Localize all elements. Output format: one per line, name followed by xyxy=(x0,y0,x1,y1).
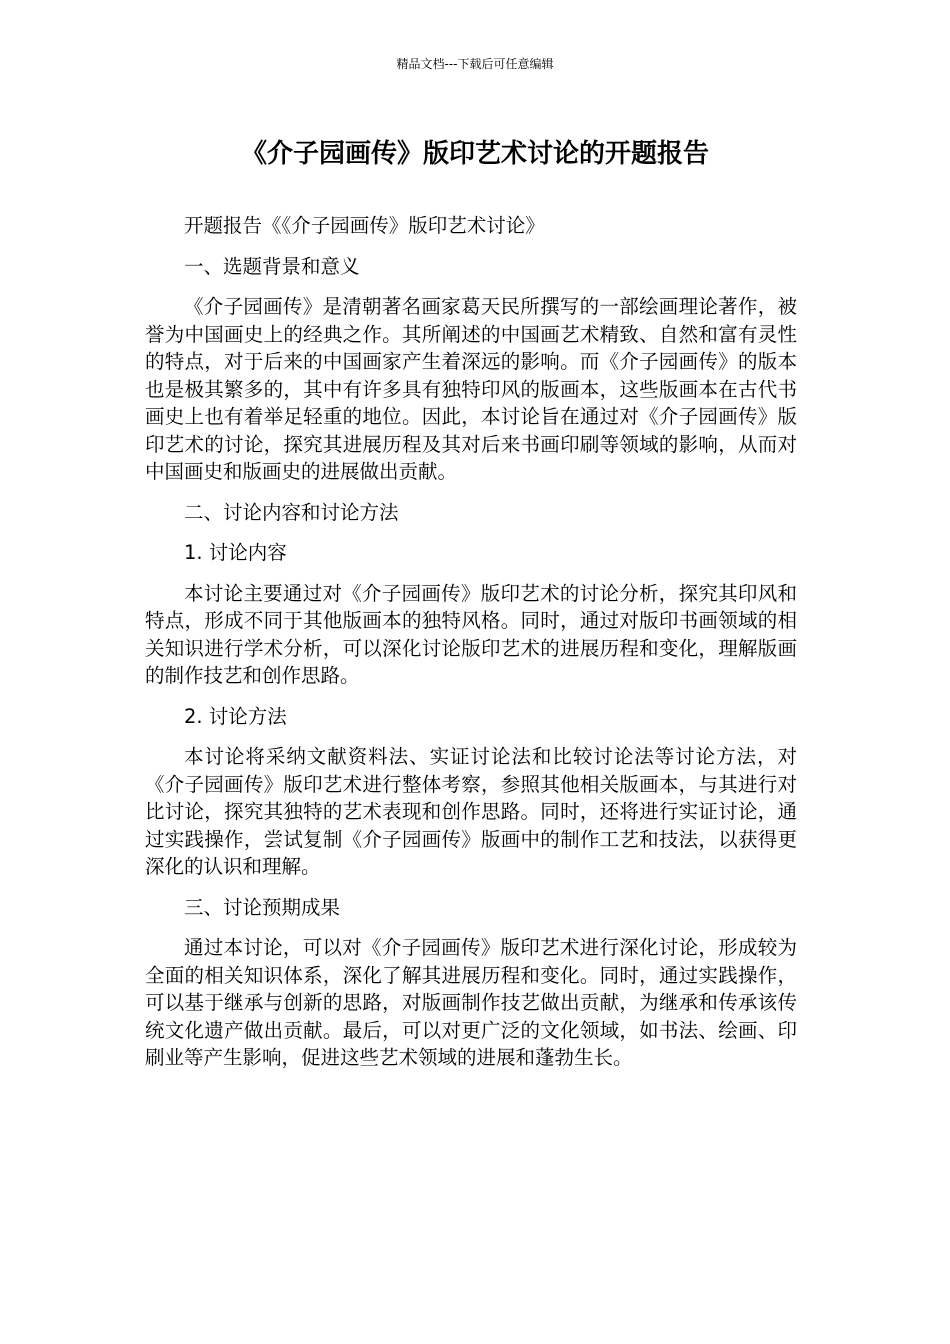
document-title: 《介子园画传》版印艺术讨论的开题报告 xyxy=(240,139,709,169)
section-heading-content-method: 二、讨论内容和讨论方法 xyxy=(184,500,399,524)
section-heading-outcomes: 三、讨论预期成果 xyxy=(184,895,341,919)
subsection-heading-content: 1. 讨论内容 xyxy=(184,541,287,564)
paragraph-content: 本讨论主要通过对《介子园画传》版印艺术的讨论分析，探究其印风和特点，形成不同于其他版画本的独特风格。同时，通过对版印书画领域的相关知识进行学术分析，可以深化讨论版印艺术的进展历程和变化，理解版画的制作技艺和创作思路。 xyxy=(145,581,797,687)
document-body xyxy=(145,212,797,1072)
page-header: 精品文档---下载后可任意编辑 xyxy=(396,57,554,71)
paragraph-outcomes: 通过本讨论，可以对《介子园画传》版印艺术进行深化讨论，形成较为全面的相关知识体系，深化了解其进展历程和变化。同时，通过实践操作，可以基于继承与创新的思路，对版画制作技艺做出贡献，为继承和传承该传统文化遗产做出贡献。最后，可以对更广泛的文化领域，如书法、绘画、印刷业等产生影响，促进这些艺术领域的进展和蓬勃生长。 xyxy=(145,936,797,1069)
paragraph-background: 《介子园画传》是清朝著名画家葛天民所撰写的一部绘画理论著作，被誉为中国画史上的经典之作。其所阐述的中国画艺术精致、自然和富有灵性的特点，对于后来的中国画家产生着深远的影响。而《介子园画传》的版本也是极其繁多的，其中有许多具有独特印风的版画本，这些版画本在古代书画史上也有着举足轻重的地位。因此，本讨论旨在通过对《介子园画传》版印艺术的讨论，探究其进展历程及其对后来书画印刷等领域的影响，从而对中国画史和版画史的进展做出贡献。 xyxy=(145,295,797,483)
paragraph-method: 本讨论将采纳文献资料法、实证讨论法和比较讨论法等讨论方法，对《介子园画传》版印艺术进行整体考察，参照其他相关版画本，与其进行对比讨论，探究其独特的艺术表现和创作思路。同时，还将进行实证讨论，通过实践操作，尝试复制《介子园画传》版画中的制作工艺和技法，以获得更深化的认识和理解。 xyxy=(145,745,797,878)
section-heading-background: 一、选题背景和意义 xyxy=(184,254,360,278)
subsection-heading-method: 2. 讨论方法 xyxy=(184,704,287,728)
report-subtitle: 开题报告《《介子园画传》版印艺术讨论》 xyxy=(184,214,545,237)
